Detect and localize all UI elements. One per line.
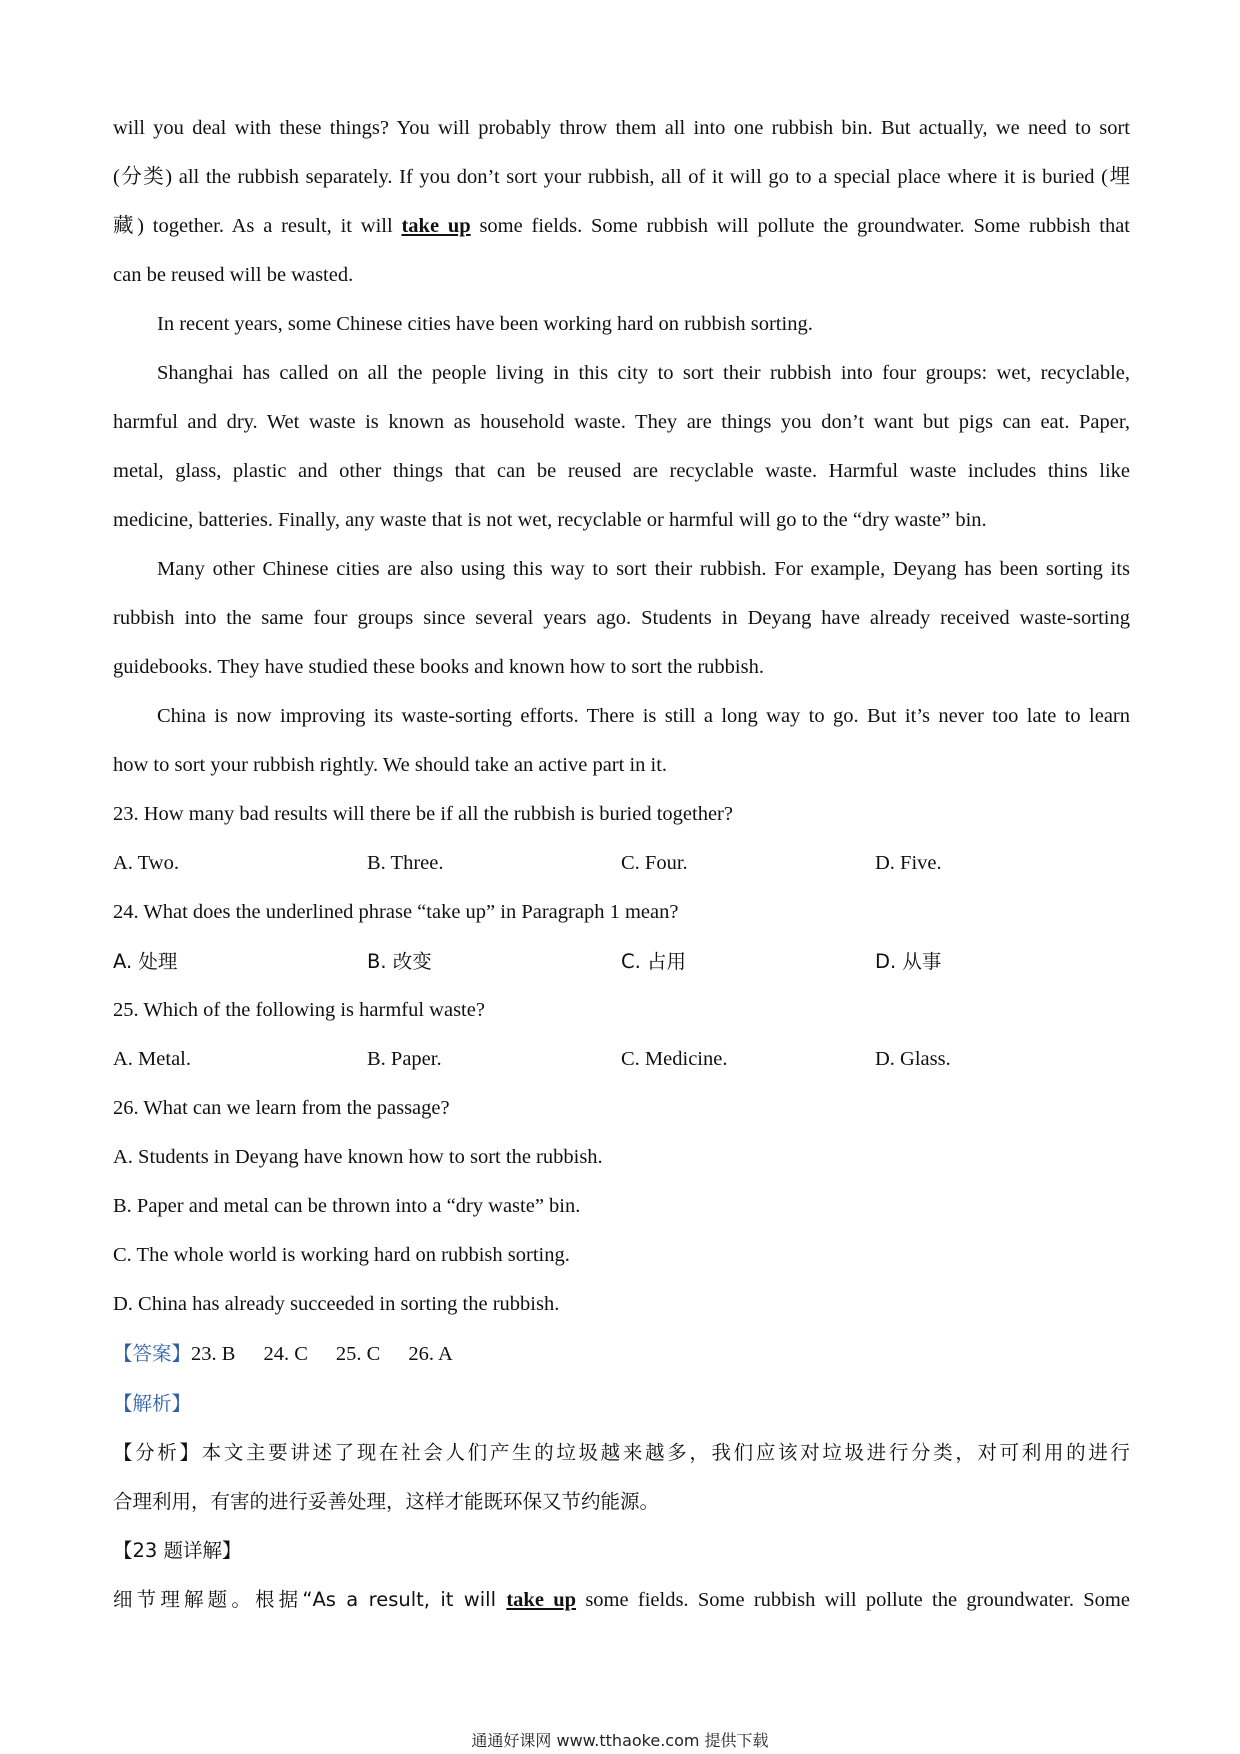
analysis-summary-line: 合理利用，有害的进行妥善处理，这样才能既环保又节约能源。 bbox=[113, 1490, 660, 1513]
option-a: A. Students in Deyang have known how to sort the rubbish. bbox=[113, 1146, 603, 1168]
question-stem: 24. What does the underlined phrase “take up” in Paragraph 1 mean? bbox=[113, 901, 679, 923]
option-d: D. Five. bbox=[875, 852, 942, 874]
answer-label: 【答案】 bbox=[113, 1342, 192, 1365]
analysis-summary-line: 【分析】本文主要讲述了现在社会人们产生的垃圾越来越多，我们应该对垃圾进行分类，对可利用的进行 bbox=[113, 1441, 1130, 1464]
option-d: D. 从事 bbox=[875, 950, 942, 973]
option-c: C. The whole world is working hard on rubbish sorting. bbox=[113, 1244, 570, 1266]
paragraph-5 bbox=[113, 692, 1130, 790]
text-line: metal, glass, plastic and other things that can be reused are recyclable waste. Harmful waste includes thins like bbox=[113, 460, 1130, 482]
text-line: Shanghai has called on all the people living in this city to sort their rubbish into four groups: wet, recyclable, bbox=[157, 362, 1130, 384]
question-26 bbox=[113, 1084, 1130, 1329]
option-a: A. Two. bbox=[113, 852, 179, 874]
text-line: 藏) together. As a result, it will take up some fields. Some rubbish will pollute the groundwater. Some rubbish that bbox=[113, 215, 1130, 237]
text-line: harmful and dry. Wet waste is known as household waste. They are things you don’t want but pigs can eat. Paper, bbox=[113, 411, 1130, 433]
text-line: rubbish into the same four groups since several years ago. Students in Deyang have already received waste-sorting bbox=[113, 607, 1130, 629]
analysis-label: 【解析】 bbox=[113, 1392, 192, 1415]
option-c: C. Four. bbox=[621, 852, 688, 874]
answer-item: 24. C bbox=[263, 1343, 308, 1365]
option-b: B. Paper and metal can be thrown into a “dry waste” bin. bbox=[113, 1195, 581, 1217]
question-stem: 25. Which of the following is harmful waste? bbox=[113, 999, 485, 1021]
text-line: can be reused will be wasted. bbox=[113, 264, 354, 286]
text-line: will you deal with these things? You will probably throw them all into one rubbish bin. But actually, we need to sort bbox=[113, 117, 1130, 139]
question-stem: 26. What can we learn from the passage? bbox=[113, 1097, 450, 1119]
option-row bbox=[113, 839, 1130, 888]
answer-line bbox=[113, 1329, 1130, 1379]
underlined-phrase: take up bbox=[506, 1589, 577, 1611]
answer-item: 23. B bbox=[191, 1343, 236, 1365]
option-d: D. Glass. bbox=[875, 1048, 951, 1070]
text-line: how to sort your rubbish rightly. We should take an active part in it. bbox=[113, 754, 668, 776]
paragraph-2 bbox=[113, 300, 1130, 349]
answer-item: 26. A bbox=[408, 1343, 453, 1365]
detail-heading: 【23 题详解】 bbox=[113, 1539, 242, 1562]
option-c: C. 占用 bbox=[621, 950, 687, 973]
answer-item: 25. C bbox=[335, 1343, 381, 1365]
option-row bbox=[113, 1035, 1130, 1084]
text-line: medicine, batteries. Finally, any waste that is not wet, recyclable or harmful will go to the “dry waste” bin. bbox=[113, 509, 987, 531]
option-b: B. 改变 bbox=[367, 950, 432, 973]
footer-watermark: 通通好课网 www.tthaoke.com 提供下载 bbox=[471, 1731, 769, 1750]
option-a: A. 处理 bbox=[113, 950, 178, 973]
paragraph-3 bbox=[113, 349, 1130, 545]
option-c: C. Medicine. bbox=[621, 1048, 728, 1070]
text-line: In recent years, some Chinese cities have been working hard on rubbish sorting. bbox=[157, 313, 813, 335]
text-line: guidebooks. They have studied these books and known how to sort the rubbish. bbox=[113, 656, 764, 678]
paragraph-1 bbox=[113, 104, 1130, 300]
option-b: B. Paper. bbox=[367, 1048, 442, 1070]
question-23 bbox=[113, 790, 1130, 888]
question-stem: 23. How many bad results will there be if all the rubbish is buried together? bbox=[113, 803, 733, 825]
option-d: D. China has already succeeded in sorting the rubbish. bbox=[113, 1293, 560, 1315]
option-a: A. Metal. bbox=[113, 1048, 191, 1070]
question-25 bbox=[113, 986, 1130, 1084]
text-line: China is now improving its waste-sorting efforts. There is still a long way to go. But it’s never too late to learn bbox=[157, 705, 1130, 727]
option-row bbox=[113, 937, 1130, 986]
paragraph-4 bbox=[113, 545, 1130, 692]
option-b: B. Three. bbox=[367, 852, 444, 874]
underlined-phrase: take up bbox=[401, 215, 471, 237]
detail-line: 细节理解题。根据“As a result, it will take up some fields. Some rubbish will pollute the groundwater. Some bbox=[113, 1588, 1130, 1611]
question-24 bbox=[113, 888, 1130, 986]
text-line: Many other Chinese cities are also using this way to sort their rubbish. For example, Deyang has been sorting its bbox=[157, 558, 1130, 580]
text-line: (分类) all the rubbish separately. If you don’t sort your rubbish, all of it will go to a special place where it is buried (埋 bbox=[113, 166, 1130, 188]
